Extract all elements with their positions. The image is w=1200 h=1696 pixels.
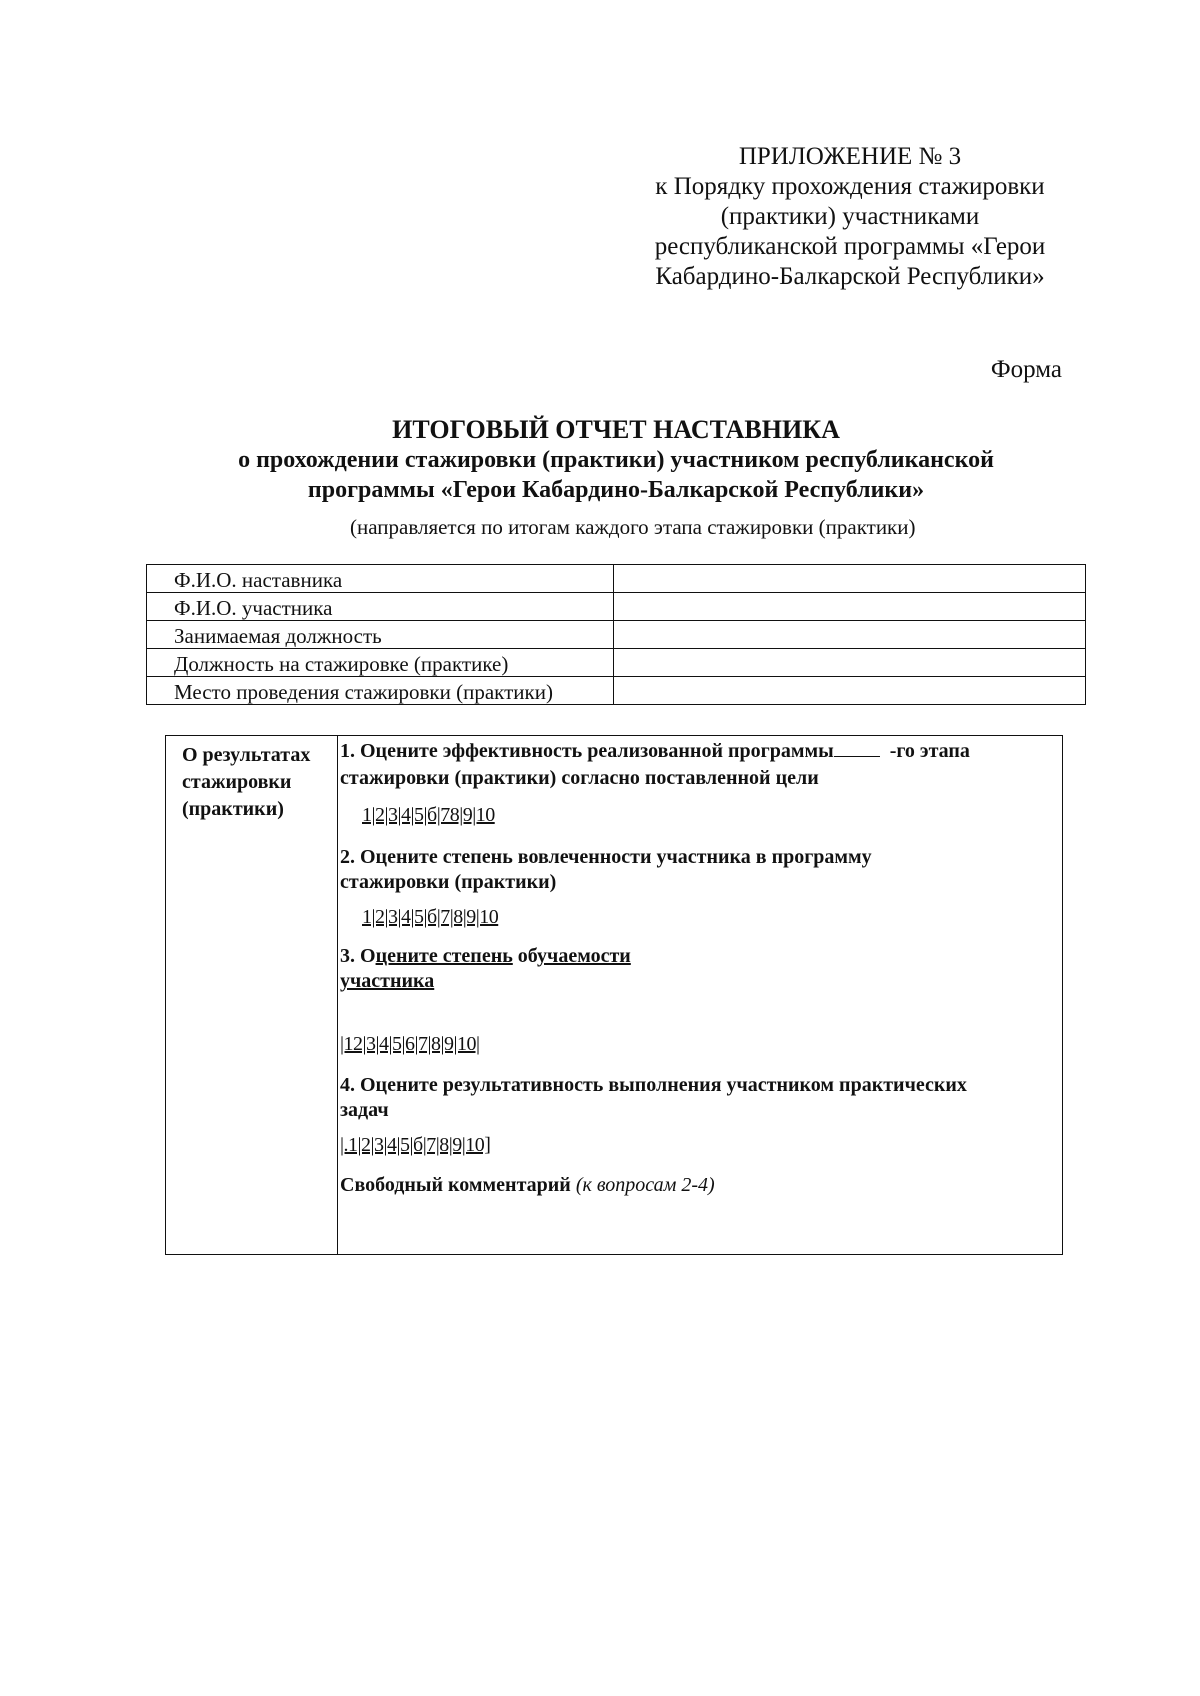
question-4-line-2: задач bbox=[340, 1099, 389, 1121]
appendix-header bbox=[600, 142, 1100, 292]
appendix-line-2: к Порядку прохождения стажировки bbox=[655, 173, 1045, 200]
question-3-text-a: 3. О bbox=[340, 945, 376, 967]
form-label: Форма bbox=[990, 356, 1062, 383]
info-row-participant bbox=[147, 593, 1086, 621]
question-1-line-1 bbox=[340, 738, 970, 764]
document-title: ИТОГОВЫЙ ОТЧЕТ НАСТАВНИКА bbox=[392, 415, 840, 444]
info-table bbox=[146, 564, 1086, 705]
info-label-internship-position: Должность на стажировке (практике) bbox=[147, 649, 614, 677]
question-1-stage-suffix: -го этапа bbox=[889, 740, 970, 762]
question-2-scale[interactable]: 1|2|3|4|5|б|7|8|9|10 bbox=[362, 906, 499, 928]
results-label-line-2: стажировки bbox=[182, 771, 292, 793]
results-column-divider bbox=[337, 736, 338, 1254]
stage-number-blank[interactable] bbox=[834, 738, 880, 757]
free-comment-label: Свободный комментарий bbox=[340, 1174, 571, 1196]
question-4-scale[interactable]: |.1|2|3|4|5|б|7|8|9|10] bbox=[340, 1134, 491, 1156]
info-label-mentor-name: Ф.И.О. наставника bbox=[147, 565, 614, 593]
info-value-internship-place[interactable] bbox=[614, 677, 1086, 705]
appendix-line-4: республиканской программы «Герои bbox=[654, 233, 1046, 260]
info-value-mentor-name[interactable] bbox=[614, 565, 1086, 593]
question-3-text-b: цените степень bbox=[375, 945, 513, 967]
info-value-participant-name[interactable] bbox=[614, 593, 1086, 621]
info-label-participant-name: Ф.И.О. участника bbox=[147, 593, 614, 621]
question-1-line-2: стажировки (практики) согласно поставленной цели bbox=[340, 767, 819, 789]
info-row-mentor bbox=[147, 565, 1086, 593]
info-label-internship-place: Место проведения стажировки (практики) bbox=[147, 677, 614, 705]
info-value-internship-position[interactable] bbox=[614, 649, 1086, 677]
question-1-text: 1. Оцените эффективность реализованной программы bbox=[340, 740, 834, 762]
question-1-scale[interactable]: 1|2|3|4|5|б|78|9|10 bbox=[362, 804, 495, 826]
document-note: (направляется по итогам каждого этапа стажировки (практики) bbox=[350, 515, 916, 539]
info-label-position: Занимаемая должность bbox=[147, 621, 614, 649]
question-3-text-c: об bbox=[512, 945, 538, 967]
appendix-line-5: Кабардино-Балкарской Республики» bbox=[655, 263, 1045, 290]
question-2-line-2: стажировки (практики) bbox=[340, 871, 557, 893]
question-3-scale[interactable]: |12|3|4|5|6|7|8|9|10| bbox=[340, 1033, 480, 1055]
question-2-line-1: 2. Оцените степень вовлеченности участника в программу bbox=[340, 846, 872, 868]
results-section-label bbox=[182, 742, 310, 823]
question-3-line-1 bbox=[340, 943, 631, 969]
free-comment-hint: (к вопросам 2-4) bbox=[575, 1174, 715, 1196]
free-comment[interactable] bbox=[340, 1172, 715, 1198]
question-3-line-2: участника bbox=[340, 970, 435, 992]
info-row-internship-position bbox=[147, 649, 1086, 677]
question-4-line-1: 4. Оцените результативность выполнения участником практических bbox=[340, 1074, 967, 1096]
document-subtitle-line-2: программы «Герои Кабардино-Балкарской Республики» bbox=[307, 477, 925, 503]
question-3-text-d: учаемости bbox=[537, 945, 631, 967]
results-table bbox=[165, 735, 1063, 1255]
results-label-line-1: О результатах bbox=[182, 744, 311, 766]
appendix-line-3: (практики) участниками bbox=[720, 203, 980, 230]
info-value-position[interactable] bbox=[614, 621, 1086, 649]
appendix-line-1: ПРИЛОЖЕНИЕ № 3 bbox=[738, 143, 962, 170]
info-row-internship-place bbox=[147, 677, 1086, 705]
info-row-position bbox=[147, 621, 1086, 649]
document-subtitle-line-1: о прохождении стажировки (практики) участником республиканской bbox=[238, 447, 994, 473]
results-label-line-3: (практики) bbox=[182, 798, 284, 820]
